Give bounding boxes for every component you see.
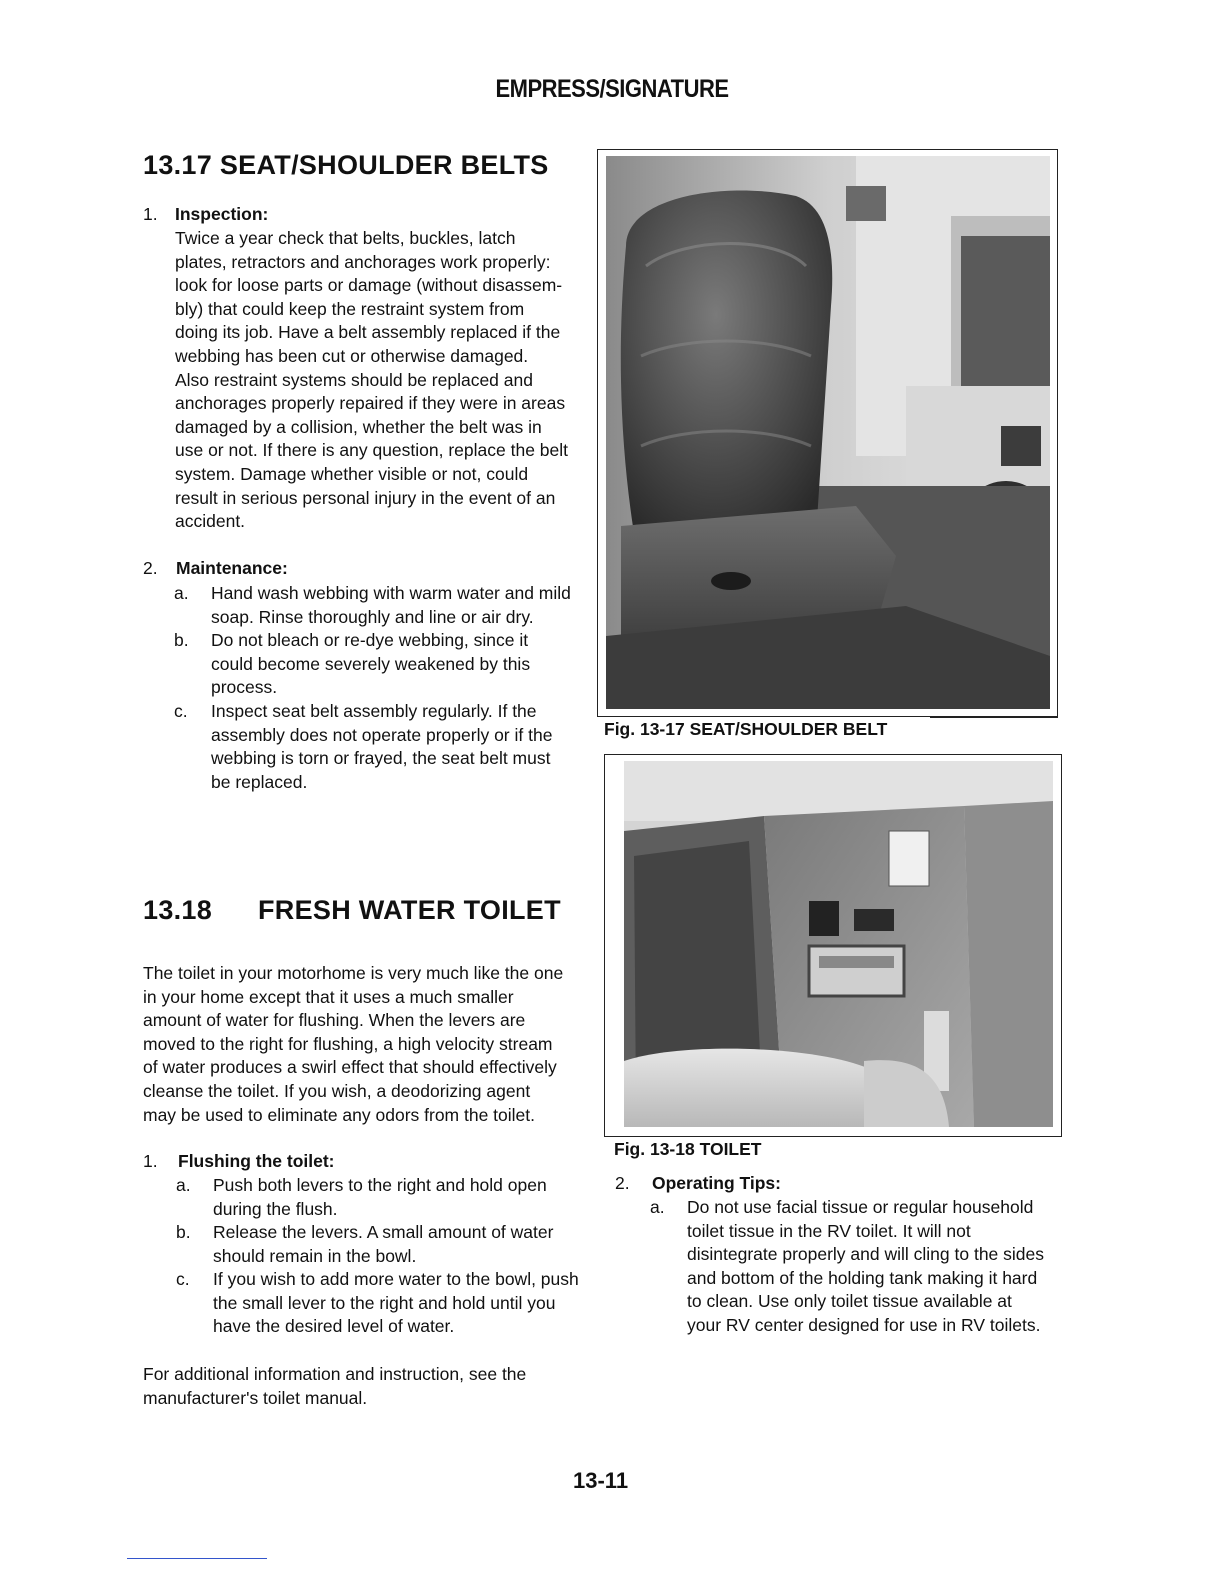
text-line: webbing is torn or frayed, the seat belt must [211,748,551,769]
text-line: Inspect seat belt assembly regularly. If the [211,701,537,721]
flushing-item-a [176,1174,587,1221]
text-line: Twice a year check that belts, buckles, latch [175,228,516,248]
caption-rule [930,717,1058,718]
text-line: may be used to eliminate any odors from the toilet. [143,1104,536,1125]
running-header: EMPRESS/SIGNATURE [495,74,729,103]
figure-13-17-caption: Fig. 13-17 SEAT/SHOULDER BELT [604,719,888,739]
text-line: Release the levers. A small amount of water [213,1222,554,1242]
seat-belt-photo-image [606,156,1050,709]
item-number: 2. [143,558,158,578]
footer-rule [127,1558,267,1559]
text-line: your RV center designed for use in RV toilets. [687,1314,1041,1335]
text-line: amount of water for flushing. When the levers are [143,1010,526,1031]
section-number-13-18: 13.18 [143,895,213,925]
text-line: anchorages properly repaired if they were in areas [175,393,566,414]
text-line: moved to the right for flushing, a high velocity stream [143,1033,553,1054]
maintenance-heading: Maintenance: [176,558,288,578]
toilet-intro-paragraph [143,962,587,1127]
text-line: assembly does not operate properly or if the [211,724,553,745]
text-line: cleanse the toilet. If you wish, a deodorizing agent [143,1080,531,1101]
section-title-13-18: FRESH WATER TOILET [258,895,561,925]
text-line: be replaced. [211,771,308,792]
text-line: use or not. If there is any question, replace the belt [175,440,569,461]
text-line: and bottom of the holding tank making it hard [687,1267,1038,1288]
item-letter: c. [176,1269,190,1289]
text-line: toilet tissue in the RV toilet. It will not [687,1220,971,1241]
text-line: Do not bleach or re-dye webbing, since it [211,630,529,650]
text-line: in your home except that it uses a much smaller [143,986,514,1007]
item-number: 2. [615,1173,630,1193]
maintenance-item-c [174,700,585,794]
text-line: Push both levers to the right and hold open [213,1175,547,1195]
text-line: plates, retractors and anchorages work properly: [175,251,551,272]
item-letter: c. [174,701,188,721]
text-line: bly) that could keep the restraint system from [175,298,525,319]
item-letter: b. [174,630,189,650]
text-line: accident. [175,511,246,532]
inspection-heading: Inspection: [175,204,269,224]
item-number: 1. [143,204,158,224]
flushing-heading: Flushing the toilet: [178,1151,335,1171]
text-line: during the flush. [213,1198,338,1219]
text-line: result in serious personal injury in the event of an [175,487,556,508]
section-title-13-17: 13.17 SEAT/SHOULDER BELTS [143,150,549,180]
text-line: Also restraint systems should be replaced and [175,369,533,390]
seat-belt-photo [606,156,1050,709]
page-number: 13-11 [573,1468,629,1493]
item-letter: b. [176,1222,191,1242]
item-letter: a. [174,583,189,603]
text-line: soap. Rinse thoroughly and line or air dry. [211,606,534,627]
text-line: Do not use facial tissue or regular household [687,1197,1034,1217]
text-line: If you wish to add more water to the bowl, push [213,1269,579,1289]
item-letter: a. [650,1197,665,1217]
text-line: the small lever to the right and hold until you [213,1292,556,1313]
operating-tips-heading: Operating Tips: [652,1173,781,1193]
toilet-photo [624,761,1053,1127]
text-line: damaged by a collision, whether the belt was in [175,416,542,437]
figure-13-18-caption: Fig. 13-18 TOILET [614,1139,762,1159]
text-line: could become severely weakened by this [211,653,531,674]
text-line: look for loose parts or damage (without disassem- [175,275,563,296]
text-line: manufacturer's toilet manual. [143,1387,368,1408]
figure-13-18-frame [604,754,1062,1137]
text-line: doing its job. Have a belt assembly replaced if the [175,322,561,343]
closing-paragraph [143,1363,587,1410]
text-line: should remain in the bowl. [213,1245,417,1266]
text-line: have the desired level of water. [213,1316,455,1337]
item-letter: a. [176,1175,191,1195]
text-line: webbing has been cut or otherwise damaged. [175,345,529,366]
text-line: Hand wash webbing with warm water and mild [211,583,571,603]
text-line: disintegrate properly and will cling to the sides [687,1244,1044,1265]
text-line: The toilet in your motorhome is very much like the one [143,963,564,983]
item-number: 1. [143,1151,158,1171]
maintenance-item-b [174,629,585,700]
text-line: system. Damage whether visible or not, could [175,463,529,484]
toilet-photo-image [624,761,1053,1127]
flushing-item-c [176,1268,587,1339]
operating-tips-item-a [650,1196,1061,1338]
text-line: For additional information and instruction, see the [143,1364,527,1384]
flushing-item-b [176,1221,587,1268]
text-line: process. [211,677,278,698]
text-line: to clean. Use only toilet tissue available at [687,1291,1012,1312]
figure-13-17-frame [597,149,1058,717]
maintenance-item-a [174,582,585,629]
inspection-paragraph [175,227,584,534]
text-line: of water produces a swirl effect that should effectively [143,1057,557,1078]
